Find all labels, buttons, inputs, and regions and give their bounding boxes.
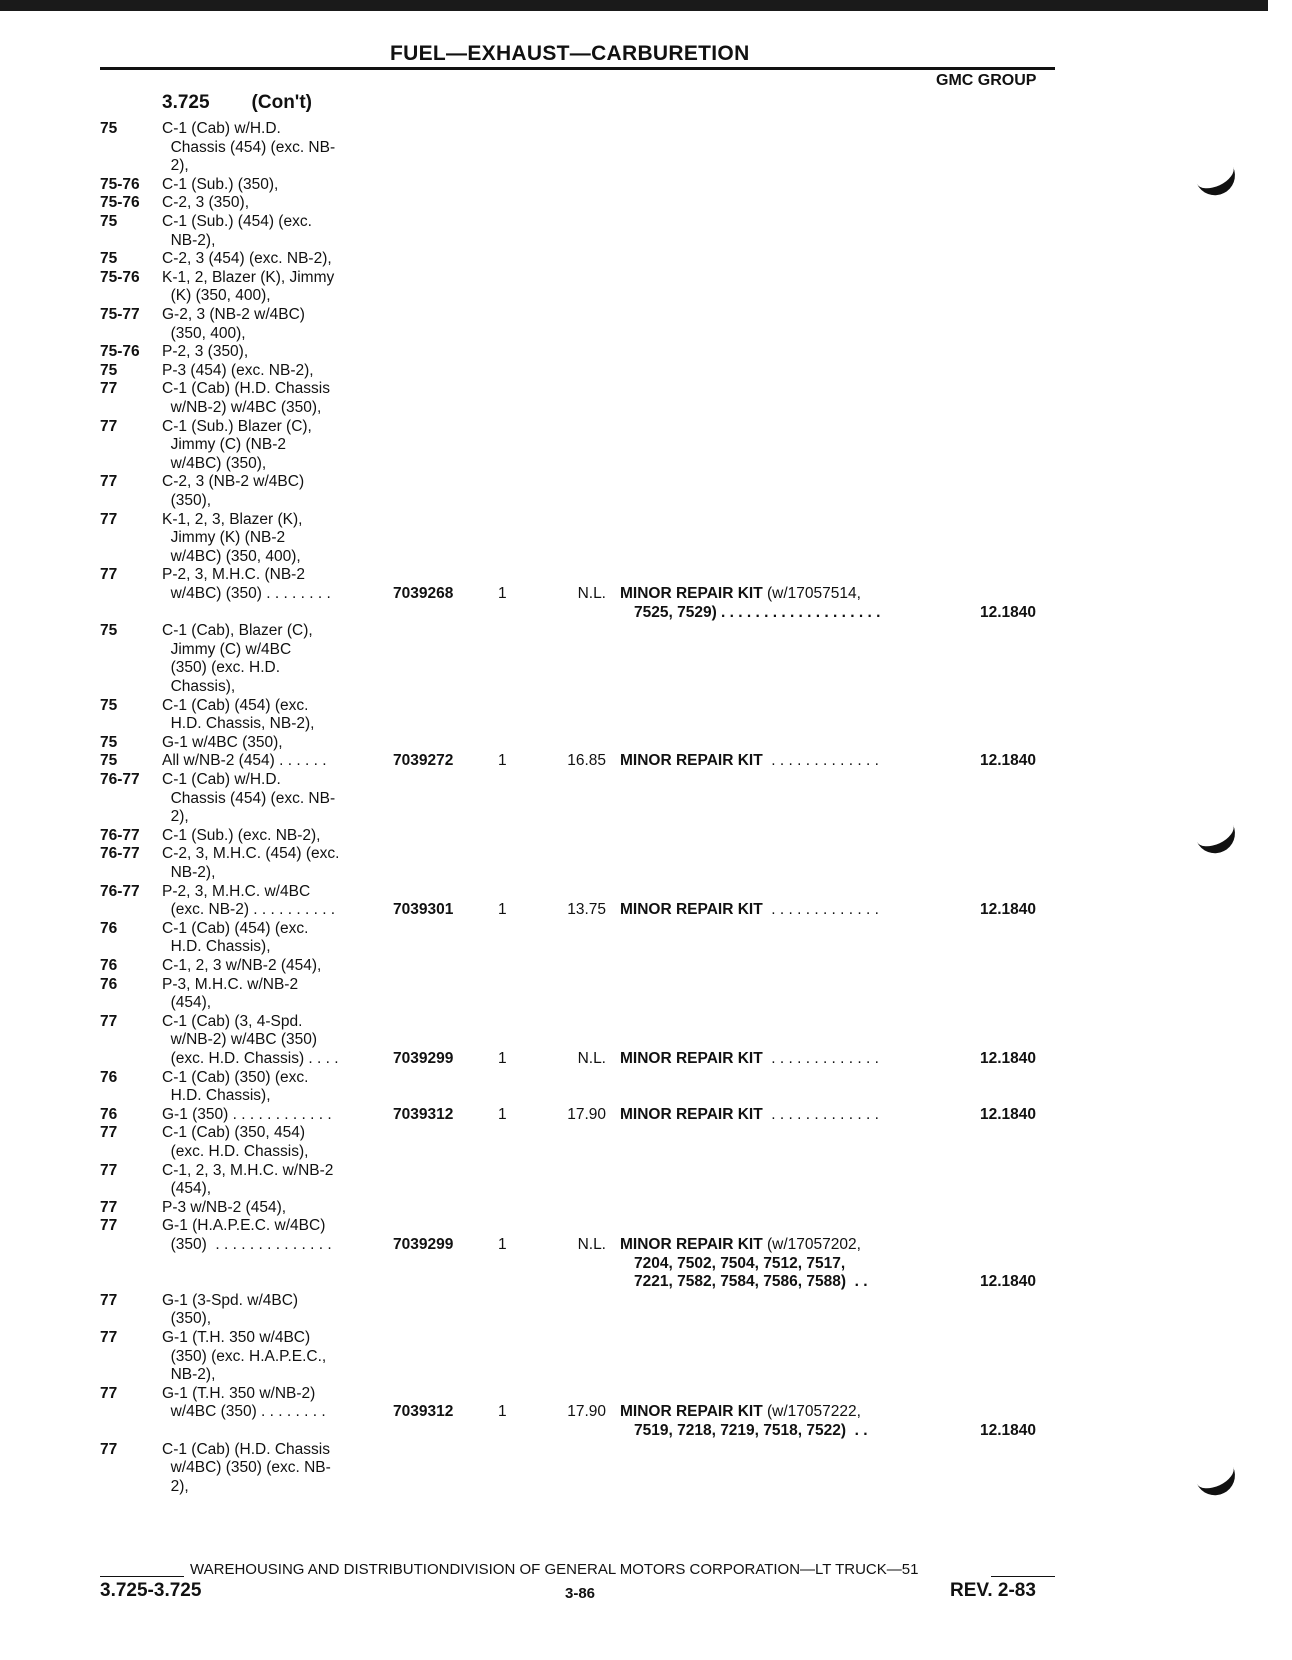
description-line: 2), (162, 1477, 189, 1495)
part-number: 7039312 (393, 1403, 454, 1421)
footer-page-number: 3-86 (565, 1585, 596, 1602)
application-description (162, 920, 372, 957)
description-line: w/4BC (350) . . . . . . . . (162, 1403, 326, 1421)
description-line: K-1, 2, 3, Blazer (K), (162, 510, 303, 528)
part-name-note: . . . . . . . . . . . . . (762, 1105, 879, 1123)
application-description (162, 1217, 372, 1254)
description-line: w/4BC) (350), (162, 454, 267, 472)
part-name-label: MINOR REPAIR KIT (620, 901, 763, 919)
model-year: 75 (100, 696, 118, 714)
model-year: 77 (100, 1161, 118, 1179)
price: N.L. (577, 584, 606, 602)
description-line: (exc. H.D. Chassis) . . . . (162, 1049, 339, 1067)
part-number: 7039312 (393, 1105, 454, 1123)
part-number: 7039299 (393, 1235, 454, 1253)
description-line: (350, 400), (162, 324, 246, 342)
application-description (162, 1385, 372, 1422)
description-line: w/4BC) (350) . . . . . . . . (162, 584, 331, 602)
part-name-note: . . . . . . . . . . . . . (762, 752, 879, 770)
model-year: 75-76 (100, 194, 140, 212)
description-line: C-2, 3 (454) (exc. NB-2), (162, 250, 332, 268)
price: N.L. (577, 1049, 606, 1067)
model-year: 75-76 (100, 268, 140, 286)
model-year: 76 (100, 919, 118, 937)
description-line: C-1, 2, 3 w/NB-2 (454), (162, 957, 322, 974)
part-name-label: MINOR REPAIR KIT (620, 752, 763, 770)
description-line: G-1 (H.A.P.E.C. w/4BC) (162, 1217, 326, 1235)
model-year: 77 (100, 1329, 118, 1346)
description-line: C-1 (Cab) w/H.D. (162, 771, 281, 788)
description-line: NB-2), (162, 863, 216, 881)
description-line: w/NB-2) w/4BC (350), (162, 398, 322, 416)
price: 17.90 (567, 1403, 606, 1421)
description-line: H.D. Chassis, NB-2), (162, 715, 315, 733)
application-description (162, 1124, 372, 1161)
part-name (620, 1050, 879, 1069)
description-line: (350) (exc. H.D. (162, 659, 280, 677)
application-description (162, 752, 372, 771)
description-line: (350), (162, 1310, 212, 1328)
description-line: (350) (exc. H.A.P.E.C., (162, 1347, 327, 1365)
reference-number: 12.1840 (980, 1105, 1037, 1123)
description-line: Jimmy (K) (NB-2 (162, 529, 286, 547)
model-year: 77 (100, 510, 118, 528)
description-line: G-1 w/4BC (350), (162, 733, 283, 751)
application-description (162, 120, 372, 176)
application-description (162, 1162, 372, 1199)
part-number: 7039272 (393, 752, 454, 770)
description-line: C-1 (Cab) w/H.D. (162, 120, 281, 137)
description-line: C-1 (Cab) (H.D. Chassis (162, 380, 330, 398)
quantity: 1 (498, 752, 507, 770)
part-number: 7039268 (393, 584, 454, 602)
group-label: GMC GROUP (936, 72, 1037, 89)
model-year: 77 (100, 1198, 118, 1216)
quantity: 1 (498, 1049, 507, 1067)
part-name-label: MINOR REPAIR KIT (620, 1105, 763, 1123)
model-year: 76-77 (100, 826, 140, 844)
description-line: C-2, 3 (350), (162, 194, 250, 212)
application-description (162, 194, 372, 213)
quantity: 1 (498, 1235, 507, 1253)
description-line: C-1 (Sub.) Blazer (C), (162, 417, 312, 435)
part-name-label: MINOR REPAIR KIT (620, 1235, 763, 1253)
reference-number: 12.1840 (980, 1049, 1037, 1067)
application-description (162, 697, 372, 734)
description-line: C-2, 3, M.H.C. (454) (exc. (162, 845, 340, 863)
description-line: P-2, 3, M.H.C. (NB-2 (162, 566, 305, 584)
application-description (162, 1106, 372, 1125)
price: N.L. (577, 1235, 606, 1253)
description-line: P-3, M.H.C. w/NB-2 (162, 975, 299, 993)
description-line: C-1 (Sub.) (454) (exc. (162, 213, 312, 230)
description-line: (454), (162, 1180, 212, 1198)
part-name-continuation: 7204, 7502, 7504, 7512, 7517, (634, 1254, 846, 1272)
part-number: 7039299 (393, 1049, 454, 1067)
application-description (162, 511, 372, 567)
footer-revision: REV. 2-83 (950, 1580, 1036, 1601)
top-border-band (0, 0, 1268, 11)
model-year: 77 (100, 1291, 118, 1309)
part-name-note: (w/17057202, (762, 1235, 861, 1253)
header-rule (100, 67, 1055, 70)
model-year: 77 (100, 1440, 118, 1458)
model-year: 76 (100, 1105, 118, 1123)
application-description (162, 771, 372, 827)
description-line: C-1 (Cab) (350, 454) (162, 1124, 306, 1142)
application-description (162, 1013, 372, 1069)
model-year: 75 (100, 733, 118, 751)
part-number: 7039301 (393, 901, 454, 919)
application-description (162, 976, 372, 1013)
description-line: K-1, 2, Blazer (K), Jimmy (162, 268, 335, 286)
application-description (162, 883, 372, 920)
quantity: 1 (498, 584, 507, 602)
application-description (162, 343, 372, 362)
part-name-note: (w/17057514, (762, 584, 861, 602)
description-line: w/NB-2) w/4BC (350) (162, 1031, 318, 1049)
description-line: w/4BC) (350) (exc. NB- (162, 1459, 331, 1477)
footer-rule-left (100, 1576, 184, 1577)
application-description (162, 734, 372, 753)
application-description (162, 957, 372, 976)
application-description (162, 306, 372, 343)
model-year: 75-76 (100, 343, 140, 361)
description-line: C-1, 2, 3, M.H.C. w/NB-2 (162, 1161, 334, 1179)
description-line: G-1 (T.H. 350 w/4BC) (162, 1329, 311, 1346)
model-year: 77 (100, 1217, 118, 1235)
description-line: G-2, 3 (NB-2 w/4BC) (162, 306, 305, 323)
description-line: P-2, 3 (350), (162, 343, 249, 361)
description-line: C-1 (Sub.) (350), (162, 175, 279, 193)
part-name-continuation: 7525, 7529) . . . . . . . . . . . . . . . . . . . (634, 603, 881, 621)
quantity: 1 (498, 901, 507, 919)
application-description (162, 1199, 372, 1218)
description-line: H.D. Chassis), (162, 1087, 271, 1105)
application-description (162, 380, 372, 417)
part-name-note: . . . . . . . . . . . . . (762, 901, 879, 919)
part-name (620, 585, 880, 622)
description-line: 2), (162, 157, 189, 175)
model-year: 75 (100, 120, 118, 137)
model-year: 75 (100, 361, 118, 379)
application-description (162, 1329, 372, 1385)
description-line: P-3 w/NB-2 (454), (162, 1198, 287, 1216)
part-name (620, 1403, 868, 1440)
model-year: 77 (100, 380, 118, 398)
description-line: C-2, 3 (NB-2 w/4BC) (162, 473, 305, 491)
part-name-label: MINOR REPAIR KIT (620, 584, 763, 602)
model-year: 75 (100, 250, 118, 268)
price: 17.90 (567, 1105, 606, 1123)
quantity: 1 (498, 1105, 507, 1123)
description-line: (454), (162, 994, 212, 1012)
section-number: 3.725 (162, 92, 210, 113)
description-line: P-2, 3, M.H.C. w/4BC (162, 882, 311, 900)
model-year: 76 (100, 957, 118, 974)
description-line: G-1 (3-Spd. w/4BC) (162, 1291, 299, 1309)
description-line: (350), (162, 491, 212, 509)
price: 13.75 (567, 901, 606, 919)
description-line: C-1 (Cab) (3, 4-Spd. (162, 1012, 303, 1030)
reference-number: 12.1840 (980, 901, 1037, 919)
application-description (162, 1292, 372, 1329)
application-description (162, 418, 372, 474)
model-year: 75 (100, 752, 118, 770)
binder-hole-mark-icon (1190, 811, 1241, 860)
description-line: C-1 (Sub.) (exc. NB-2), (162, 826, 321, 844)
description-line: G-1 (350) . . . . . . . . . . . . (162, 1105, 332, 1123)
description-line: All w/NB-2 (454) . . . . . . (162, 752, 327, 770)
description-line: C-1 (Cab), Blazer (C), (162, 622, 313, 640)
description-line: C-1 (Cab) (350) (exc. (162, 1068, 309, 1086)
application-description (162, 827, 372, 846)
description-line: NB-2), (162, 1366, 216, 1384)
description-line: H.D. Chassis), (162, 938, 271, 956)
part-name-note: (w/17057222, (762, 1403, 861, 1421)
model-year: 77 (100, 1012, 118, 1030)
application-description (162, 622, 372, 696)
section-continued: (Con't) (251, 92, 312, 113)
reference-number: 12.1840 (980, 603, 1037, 621)
part-name-label: MINOR REPAIR KIT (620, 1049, 763, 1067)
footer-range: 3.725-3.725 (100, 1580, 202, 1601)
description-line: Jimmy (C) (NB-2 (162, 436, 286, 454)
description-line: Chassis), (162, 677, 236, 695)
model-year: 75-77 (100, 306, 140, 323)
model-year: 75 (100, 622, 118, 640)
description-line: NB-2), (162, 231, 216, 249)
application-description (162, 362, 372, 381)
model-year: 76 (100, 975, 118, 993)
part-name-label: MINOR REPAIR KIT (620, 1403, 763, 1421)
reference-number: 12.1840 (980, 752, 1037, 770)
description-line: G-1 (T.H. 350 w/NB-2) (162, 1384, 316, 1402)
part-name-continuation: 7221, 7582, 7584, 7586, 7588) . . (634, 1273, 868, 1291)
footer-rule-right (991, 1576, 1055, 1577)
description-line: (exc. NB-2) . . . . . . . . . . (162, 901, 336, 919)
model-year: 77 (100, 417, 118, 435)
application-description (162, 1441, 372, 1497)
description-line: (K) (350, 400), (162, 287, 271, 305)
description-line: C-1 (Cab) (H.D. Chassis (162, 1440, 330, 1458)
model-year: 75-76 (100, 175, 140, 193)
reference-number: 12.1840 (980, 1273, 1037, 1291)
part-name (620, 1106, 879, 1125)
description-line: Chassis (454) (exc. NB- (162, 138, 336, 156)
description-line: Jimmy (C) w/4BC (162, 640, 292, 658)
model-year: 77 (100, 1384, 118, 1402)
application-description (162, 473, 372, 510)
description-line: 2), (162, 808, 189, 826)
reference-number: 12.1840 (980, 1421, 1037, 1439)
model-year: 76-77 (100, 845, 140, 863)
model-year: 77 (100, 473, 118, 491)
model-year: 76-77 (100, 771, 140, 788)
part-name (620, 901, 879, 920)
application-description (162, 176, 372, 195)
application-description (162, 1069, 372, 1106)
application-description (162, 566, 372, 603)
description-line: w/4BC) (350, 400), (162, 547, 301, 565)
model-year: 75 (100, 213, 118, 230)
page-title: FUEL—EXHAUST—CARBURETION (390, 42, 750, 65)
description-line: C-1 (Cab) (454) (exc. (162, 919, 309, 937)
footer-org: WAREHOUSING AND DISTRIBUTIONDIVISION OF GENERAL MOTORS CORPORATION—LT TRUCK—51 (190, 1561, 919, 1578)
description-line: C-1 (Cab) (454) (exc. (162, 696, 309, 714)
binder-hole-mark-icon (1190, 1453, 1241, 1502)
application-description (162, 845, 372, 882)
part-name-note: . . . . . . . . . . . . . (762, 1049, 879, 1067)
model-year: 76-77 (100, 882, 140, 900)
model-year: 77 (100, 1124, 118, 1142)
part-name (620, 1236, 868, 1292)
description-line: Chassis (454) (exc. NB- (162, 789, 336, 807)
description-line: (350) . . . . . . . . . . . . . . (162, 1235, 332, 1253)
model-year: 77 (100, 566, 118, 584)
description-line: P-3 (454) (exc. NB-2), (162, 361, 314, 379)
price: 16.85 (567, 752, 606, 770)
quantity: 1 (498, 1403, 507, 1421)
application-description (162, 213, 372, 250)
binder-hole-mark-icon (1190, 153, 1241, 202)
model-year: 76 (100, 1068, 118, 1086)
application-description (162, 269, 372, 306)
section-heading (162, 92, 312, 114)
part-name-continuation: 7519, 7218, 7219, 7518, 7522) . . (634, 1421, 868, 1439)
part-name (620, 752, 879, 771)
application-description (162, 250, 372, 269)
description-line: (exc. H.D. Chassis), (162, 1142, 309, 1160)
